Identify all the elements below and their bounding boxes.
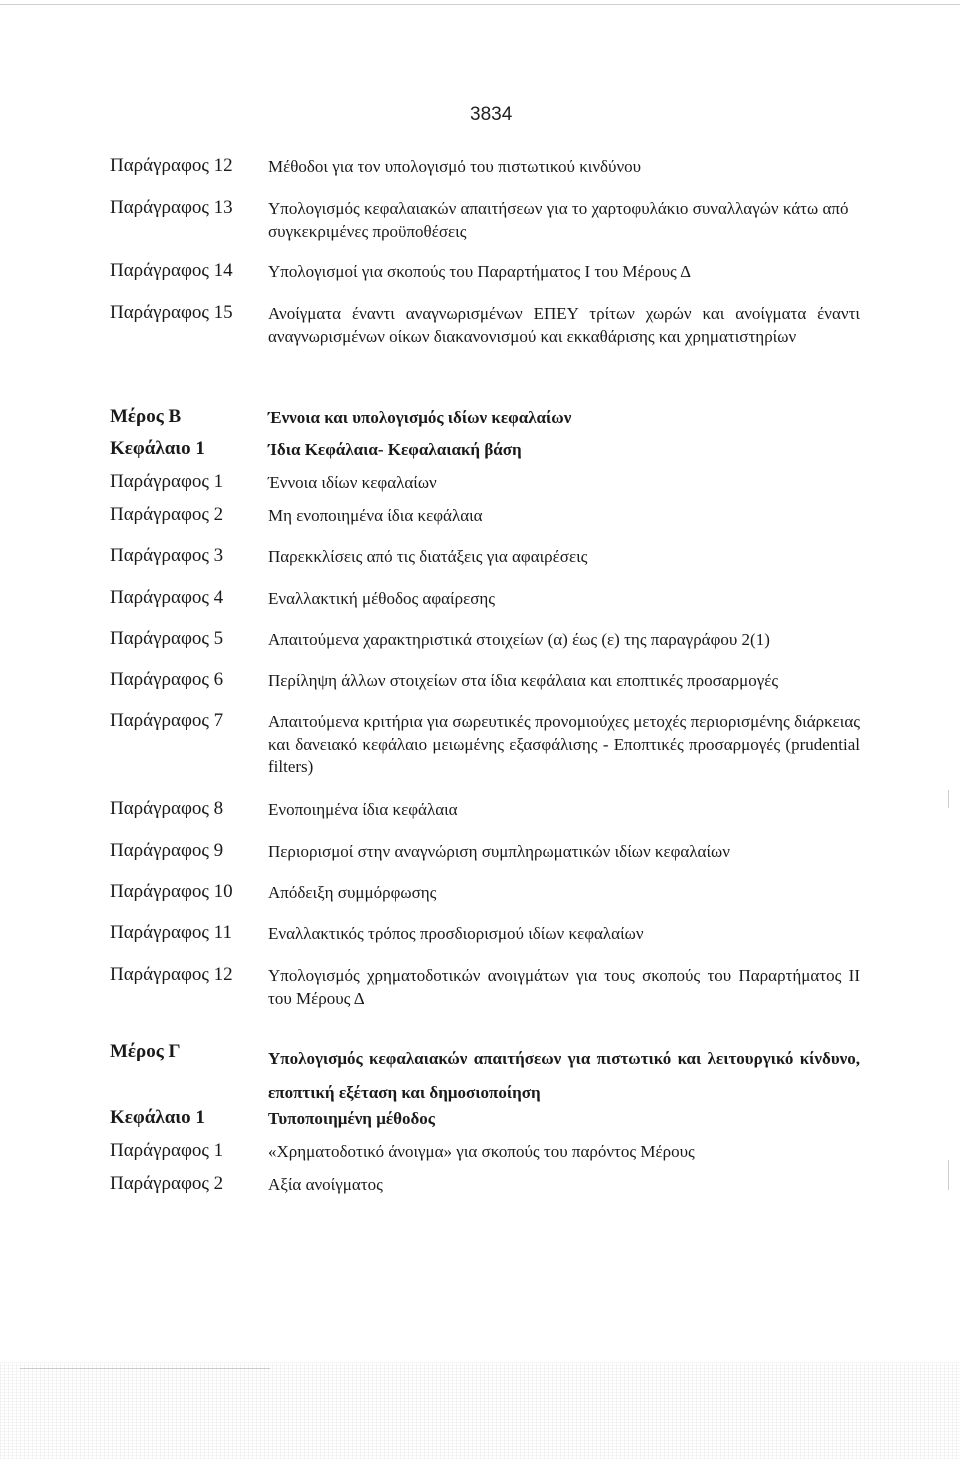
toc-row-title: Μη ενοποιημένα ίδια κεφάλαια [268, 506, 483, 525]
toc-row-label: Παράγραφος 7 [110, 710, 224, 731]
toc-row-label: Παράγραφος 11 [110, 922, 232, 943]
toc-row-label: Παράγραφος 12 [110, 155, 233, 176]
toc-row-title: Εναλλακτικός τρόπος προσδιορισμού ιδίων κεφαλαίων [268, 924, 644, 943]
scan-artifact-mark [948, 1160, 949, 1190]
toc-row-label: Παράγραφος 8 [110, 798, 224, 819]
toc-row-label: Παράγραφος 6 [110, 669, 224, 690]
toc-row-title: Απαιτούμενα χαρακτηριστικά στοιχείων (α) έως (ε) της παραγράφου 2(1) [268, 630, 770, 649]
toc-row-title: Απαιτούμενα κριτήρια για σωρευτικές προνομιούχες μετοχές περιορισμένης διάρκειας και δανειακό κεφάλαιο μειωμένης εξασφάλισης - Εποπτικές προσαρμογές (prudential filters) [268, 712, 860, 776]
toc-chapter-title: Τυποποιημένη μέθοδος [268, 1109, 435, 1128]
toc-chapter-label: Κεφάλαιο 1 [110, 1107, 205, 1128]
toc-row-title: Εναλλακτική μέθοδος αφαίρεσης [268, 589, 496, 608]
toc-row-title: Ανοίγματα έναντι αναγνωρισμένων ΕΠΕΥ τρίτων χωρών και ανοίγματα έναντι αναγνωρισμένων οίκων διακανονισμού και εκκαθάρισης και χρηματιστηρίων [268, 304, 860, 346]
toc-row-title: Έννοια ιδίων κεφαλαίων [268, 473, 437, 492]
toc-part-title: Έννοια και υπολογισμός ιδίων κεφαλαίων [268, 408, 572, 427]
toc-part-label: Μέρος Β [110, 406, 182, 427]
toc-row-title: Ενοποιημένα ίδια κεφάλαια [268, 800, 458, 819]
toc-row-label: Παράγραφος 3 [110, 545, 224, 566]
toc-row-label: Παράγραφος 2 [110, 1173, 224, 1194]
toc-chapter-label: Κεφάλαιο 1 [110, 438, 205, 459]
toc-row-label: Παράγραφος 15 [110, 302, 233, 323]
toc-row-title: Απόδειξη συμμόρφωσης [268, 883, 437, 902]
toc-part-title: Υπολογισμός κεφαλαιακών απαιτήσεων για πιστωτικό και λειτουργικό κίνδυνο, εποπτική εξέταση και δημοσιοποίηση [268, 1049, 860, 1102]
toc-row-label: Παράγραφος 14 [110, 260, 233, 281]
toc-row-label: Παράγραφος 13 [110, 197, 233, 218]
toc-row-title: «Χρηματοδοτικό άνοιγμα» για σκοπούς του παρόντος Μέρους [268, 1142, 695, 1161]
toc-row-label: Παράγραφος 9 [110, 840, 224, 861]
toc-row-title: Περιορισμοί στην αναγνώριση συμπληρωματικών ιδίων κεφαλαίων [268, 842, 730, 861]
toc-row-label: Παράγραφος 1 [110, 471, 224, 492]
toc-row-label: Παράγραφος 2 [110, 504, 224, 525]
toc-row-title: Υπολογισμοί για σκοπούς του Παραρτήματος Ι του Μέρους Δ [268, 262, 692, 281]
toc-row-label: Παράγραφος 4 [110, 587, 224, 608]
toc-row-label: Παράγραφος 10 [110, 881, 233, 902]
toc-row-title: Υπολογισμός χρηματοδοτικών ανοιγμάτων για τους σκοπούς του Παραρτήματος ΙΙ του Μέρους Δ [268, 966, 860, 1008]
toc-row-title: Αξία ανοίγματος [268, 1175, 383, 1194]
toc-row-title: Περίληψη άλλων στοιχείων στα ίδια κεφάλαια και εποπτικές προσαρμογές [268, 671, 779, 690]
scan-noise-band [0, 1362, 960, 1459]
toc-row-title: Μέθοδοι για τον υπολογισμό του πιστωτικού κινδύνου [268, 157, 642, 176]
toc-row-label: Παράγραφος 12 [110, 964, 233, 985]
toc-row-label: Παράγραφος 1 [110, 1140, 224, 1161]
toc-row-title: Υπολογισμός κεφαλαιακών απαιτήσεων για το χαρτοφυλάκιο συναλλαγών κάτω από συγκεκριμένες προϋποθέσεις [268, 199, 849, 241]
scan-artifact-mark [948, 790, 949, 808]
toc-part-label: Μέρος Γ [110, 1041, 181, 1062]
toc-row-title: Παρεκκλίσεις από τις διατάξεις για αφαιρέσεις [268, 547, 588, 566]
toc-chapter-title: Ίδια Κεφάλαια- Κεφαλαιακή βάση [268, 440, 522, 459]
scan-top-rule [0, 4, 960, 5]
page-number: 3834 [470, 104, 513, 125]
toc-row-label: Παράγραφος 5 [110, 628, 224, 649]
